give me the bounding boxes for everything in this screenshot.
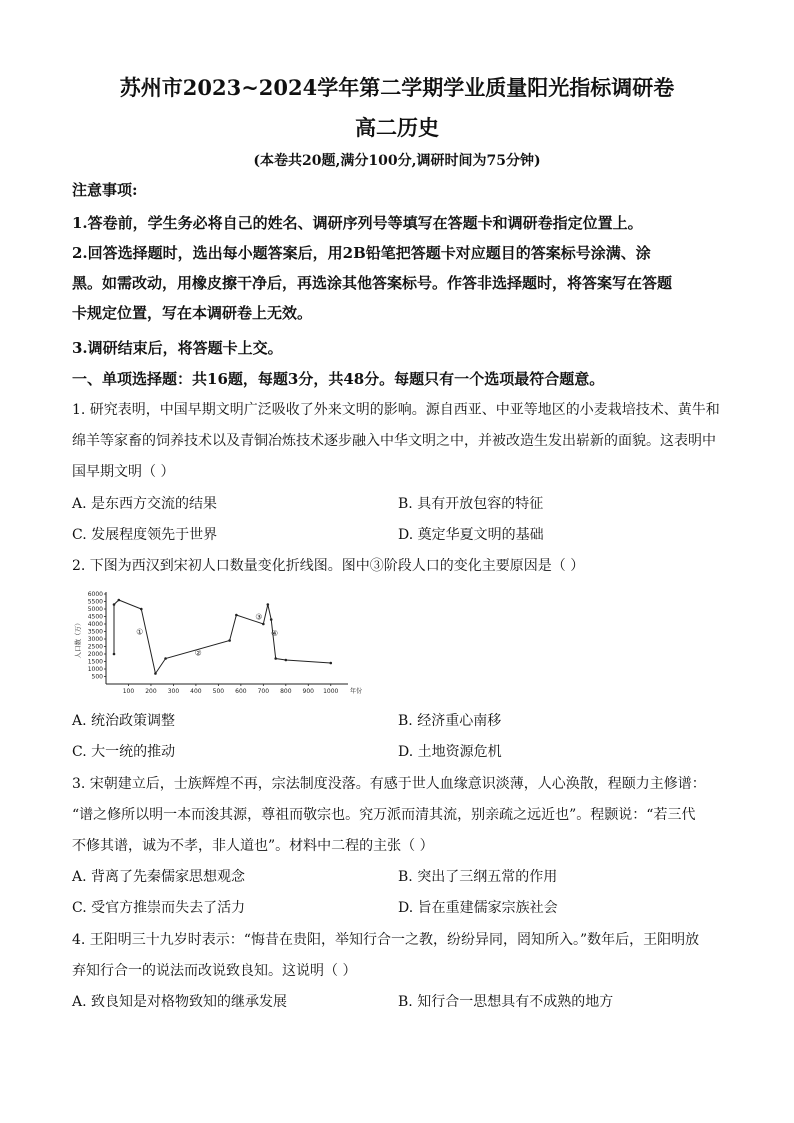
y-tick-label: 4000 [87,621,103,628]
q3-option-b: B. 突出了三纲五常的作用 [398,869,558,885]
data-point [262,623,265,626]
notes-heading: 注意事项: [72,181,138,199]
q2-stem: 2. 下图为西汉到宋初人口数量变化折线图。图中③阶段人口的变化主要原因是（ ） [72,558,585,574]
population-chart [72,588,362,700]
exam-subject: 高二历史 [355,115,439,140]
population-series-line [114,600,331,674]
section-heading: 一、单项选择题：共16题，每题3分，共48分。每题只有一个选项最符合题意。 [72,370,605,388]
x-tick-label: 300 [167,688,180,695]
q3-stem-line-3: 不修其谱，诚为不孝，非人道也”。材料中二程的主张（ ） [72,838,434,854]
q1-option-a: A. 是东西方交流的结果 [72,496,218,512]
y-tick-label: 3000 [87,636,103,643]
data-point [274,657,277,660]
data-point [164,657,167,660]
x-tick-label: 700 [257,688,270,695]
q3-stem-line-1: 3. 宋朝建立后，士族辉煌不再，宗法制度没落。有感于世人血缘意识淡薄，人心涣散，程颐力主修谱： [72,776,706,792]
x-tick-label: 500 [212,688,225,695]
note-2-line-2: 黑。如需改动，用橡皮擦干净后，再选涂其他答案标号。作答非选择题时，将答案写在答题 [72,274,673,292]
note-3: 3.调研结束后，将答题卡上交。 [72,339,283,357]
q1-option-c: C. 发展程度领先于世界 [72,527,218,543]
q4-option-b: B. 知行合一思想具有不成熟的地方 [398,994,614,1010]
stage-annotation: ④ [270,629,279,638]
stage-annotation: ① [136,627,144,637]
q1-stem-line-1: 1. 研究表明，中国早期文明广泛吸收了外来文明的影响。源自西亚、中亚等地区的小麦栽培技术、黄牛和 [72,402,720,418]
y-tick-label: 500 [91,673,103,681]
q2-option-a: A. 统治政策调整 [72,713,176,729]
x-tick-label: 800 [280,688,292,695]
data-point [140,608,143,611]
data-point [235,614,238,617]
y-tick-label: 1000 [87,666,103,673]
q4-stem-line-2: 弃知行合一的说法而改说致良知。这说明（ ） [72,963,357,979]
x-axis-label: 年份 [349,688,362,695]
y-tick-label: 4500 [87,613,103,621]
x-tick-label: 600 [235,688,247,695]
exam-info: (本卷共20题,满分100分,调研时间为75分钟) [253,153,541,169]
exam-title: 苏州市2023~2024学年第二学期学业质量阳光指标调研卷 [119,75,675,100]
q1-stem-line-3: 国早期文明（ ） [72,464,175,480]
x-tick-label: 1000 [323,688,339,695]
x-tick-label: 200 [145,688,157,695]
y-tick-label: 1500 [87,658,103,666]
stage-annotation: ② [194,648,202,658]
q3-option-c: C. 受官方推崇而失去了活力 [72,900,246,916]
data-point [329,662,332,665]
y-tick-label: 6000 [87,591,103,598]
q1-option-d: D. 奠定华夏文明的基础 [398,527,544,543]
y-tick-label: 2500 [87,643,103,651]
note-2-line-1: 2.回答选择题时，选出每小题答案后，用2B铅笔把答题卡对应题目的答案标号涂满、涂 [72,244,651,262]
x-tick-label: 900 [302,688,315,695]
note-1: 1.答卷前，学生务必将自己的姓名、调研序列号等填写在答题卡和调研卷指定位置上。 [72,214,643,232]
data-point [118,599,121,602]
data-point [113,653,116,656]
q4-option-a: A. 致良知是对格物致知的继承发展 [72,994,288,1010]
q2-option-d: D. 土地资源危机 [398,744,502,760]
note-2-line-3: 卡规定位置，写在本调研卷上无效。 [72,304,313,322]
data-point [285,659,288,662]
q3-option-a: A. 背离了先秦儒家思想观念 [72,869,246,885]
q2-option-b: B. 经济重心南移 [398,713,502,729]
data-point [113,603,116,606]
q1-stem-line-2: 绵羊等家畜的饲养技术以及青铜冶炼技术逐步融入中华文明之中，并被改造生发出崭新的面貌。这表明中 [72,433,716,449]
y-tick-label: 3500 [87,628,103,636]
data-point [270,618,273,621]
stage-annotation: ③ [255,612,263,622]
data-point [267,603,270,606]
data-point [154,672,157,675]
y-tick-label: 2000 [87,651,103,658]
data-point [228,639,231,642]
q1-option-b: B. 具有开放包容的特征 [398,496,544,512]
y-axis-label: 人口数（万） [74,619,82,659]
population-line-chart [72,588,362,700]
y-tick-label: 5000 [87,606,103,613]
y-tick-label: 5500 [87,598,103,606]
q2-option-c: C. 大一统的推动 [72,744,176,760]
q3-stem-line-2: “谱之修所以明一本而浚其源，尊祖而敬宗也。究万派而清其流，别亲疏之远近也”。程颢说：“若三代 [72,807,696,823]
q3-option-d: D. 旨在重建儒家宗族社会 [398,900,558,916]
x-tick-label: 400 [190,688,202,695]
q4-stem-line-1: 4. 王阳明三十九岁时表示：“悔昔在贵阳，举知行合一之教，纷纷异同，罔知所入。”数年后，王阳明放 [72,932,700,948]
x-tick-label: 100 [122,688,135,695]
